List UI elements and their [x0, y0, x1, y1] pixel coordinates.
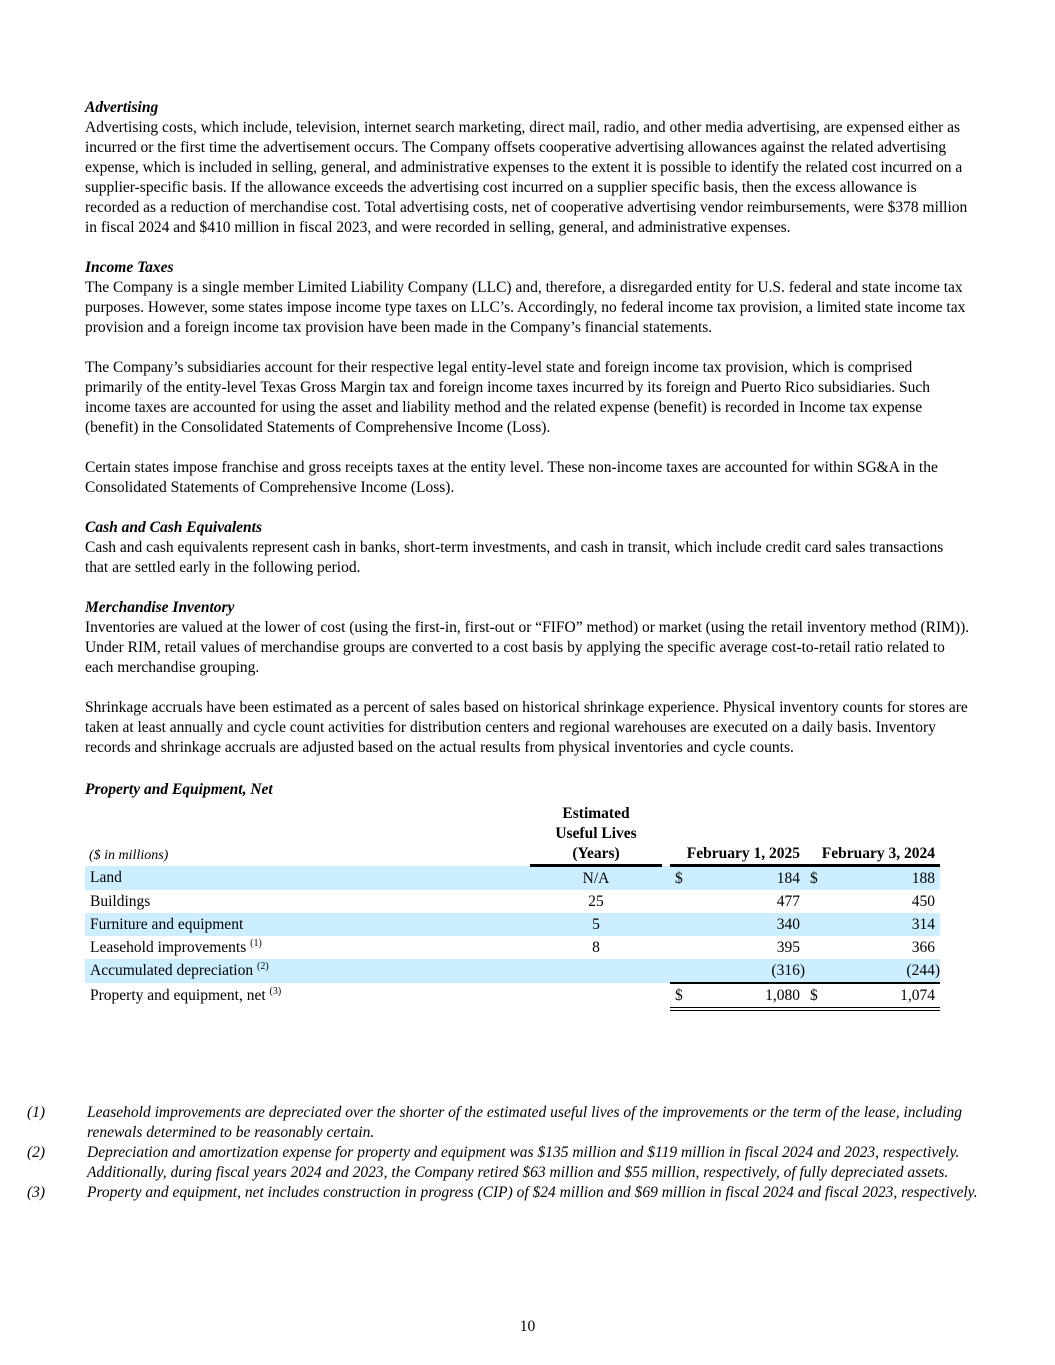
currency-symbol: $	[675, 986, 683, 1004]
footnotes	[25, 1103, 985, 1203]
table-row	[85, 890, 940, 913]
paragraph: Inventories are valued at the lower of cost (using the first-in, first-out or “FIFO” method) or market (using the retail inventory method (RIM)). Under RIM, retail values of merchandise groups are converted to a cost basis by applying the specific average cost-to-retail ratio related to each merchandise grouping.	[85, 619, 970, 676]
table-header-row	[85, 804, 940, 866]
useful-life-cell: N/A	[530, 866, 662, 891]
value-feb-2024: 450	[911, 892, 935, 910]
value-feb-2025: 395	[776, 938, 800, 956]
table-row	[85, 936, 940, 959]
table-row	[85, 983, 940, 1009]
document-body	[85, 98, 970, 1011]
footnote-ref: (2)	[256, 960, 269, 972]
section-advertising	[85, 98, 970, 238]
row-label: Buildings	[90, 892, 151, 910]
section-inventory	[85, 598, 970, 758]
value-feb-2025: $ 184	[670, 866, 805, 891]
value-feb-2024: 366	[911, 938, 935, 956]
row-label: Furniture and equipment	[85, 913, 530, 936]
ppe-table	[85, 804, 940, 1011]
value-feb-2024: $ 188	[805, 866, 940, 891]
page-number: 10	[519, 1318, 536, 1335]
useful-life-cell	[530, 983, 662, 1009]
paragraph: The Company is a single member Limited Liability Company (LLC) and, therefore, a disregarded entity for U.S. federal and state income tax purposes. However, some states impose income type taxes on LLC’s. Accordingly, no federal income tax provision, a limited state income tax provision and a foreign income tax provision have been made in the Company’s financial statements.	[85, 279, 966, 336]
useful-life-cell: 5	[530, 913, 662, 936]
row-label: Property and equipment, net $^{(3)}$	[90, 985, 282, 1004]
table-row	[85, 913, 940, 936]
section-heading: Cash and Cash Equivalents	[85, 519, 263, 536]
section-heading: Income Taxes	[85, 259, 174, 276]
footnote: (2) Depreciation and amortization expense for property and equipment was $135 million and $119 million in fiscal 2024 and 2023, respectively. Additionally, during fiscal years 2024 and 2023, the Company retired $63 million and $55 million, respectively, of fully depreciated assets.	[27, 1144, 960, 1181]
paragraph: Certain states impose franchise and gross receipts taxes at the entity level. These non-income taxes are accounted for within SG&A in the Consolidated Statements of Comprehensive Income (Loss).	[85, 459, 938, 496]
value-feb-2025: 340	[670, 913, 805, 936]
useful-life-cell: 25	[588, 892, 604, 910]
value-feb-2025: 477	[776, 892, 800, 910]
units-label: ($ in millions)	[89, 847, 169, 863]
section-heading: Advertising	[85, 99, 159, 116]
row-label: Land	[85, 866, 530, 891]
footnote-ref: (3)	[269, 985, 282, 997]
table-row	[85, 959, 940, 983]
header-useful-lives: Estimated Useful Lives (Years)	[530, 804, 662, 866]
useful-life-cell: 8	[592, 938, 600, 956]
currency-symbol: $	[675, 869, 683, 887]
useful-life-cell	[530, 959, 662, 983]
value-feb-2024: $ 1,074	[805, 983, 940, 1009]
paragraph: Cash and cash equivalents represent cash in banks, short-term investments, and cash in transit, which include credit card sales transactions that are settled early in the following period.	[85, 539, 944, 576]
paragraph: The Company’s subsidiaries account for their respective legal entity-level state and foreign income tax provision, which is comprised primarily of the entity-level Texas Gross Margin tax and foreign income taxes incurred by its foreign and Puerto Rico subsidiaries. Such income taxes are accounted for using the asset and liability method and the related expense (benefit) is recorded in Income tax expense (benefit) in the Consolidated Statements of Comprehensive Income (Loss).	[85, 359, 931, 436]
footnote-ref: (1)	[250, 937, 262, 949]
row-label: Leasehold improvements $^{(1)}$	[90, 937, 262, 956]
row-label: Accumulated depreciation $^{(2)}$	[85, 959, 530, 983]
value-feb-2025: $ 1,080	[670, 983, 805, 1009]
header-feb-2025: February 1, 2025	[670, 804, 805, 866]
value-feb-2024: 314	[805, 913, 940, 936]
footnote: (3) Property and equipment, net includes construction in progress (CIP) of $24 million and $69 million in fiscal 2024 and fiscal 2023, respectively.	[27, 1184, 978, 1201]
section-heading: Merchandise Inventory	[85, 599, 235, 616]
section-income-taxes	[85, 258, 970, 498]
table-title: Property and Equipment, Net	[85, 781, 273, 798]
paragraph: Advertising costs, which include, television, internet search marketing, direct mail, radio, and other media advertising, are expensed either as incurred or the first time the advertisement occurs. The Company offsets cooperative advertising allowances against the related advertising expense, which is included in selling, general, and administrative expenses to the extent it is possible to identify the related cost incurred on a supplier-specific basis. If the allowance exceeds the advertising cost incurred on a supplier specific basis, then the excess allowance is recorded as a reduction of merchandise cost. Total advertising costs, net of cooperative advertising vendor reimbursements, were $378 million in fiscal 2024 and $410 million in fiscal 2023, and were recorded in selling, general, and administrative expenses.	[85, 119, 968, 236]
currency-symbol: $	[810, 986, 818, 1004]
value-feb-2025: (316)	[670, 959, 805, 983]
value-feb-2024: (244)	[805, 959, 940, 983]
table-row	[85, 866, 940, 891]
section-cash	[85, 518, 970, 578]
footnote: (1) Leasehold improvements are depreciated over the shorter of the estimated useful lives of the improvements or the term of the lease, including renewals determined to be reasonably certain.	[27, 1104, 962, 1141]
paragraph: Shrinkage accruals have been estimated as a percent of sales based on historical shrinkage experience. Physical inventory counts for stores are taken at least annually and cycle count activities for distribution centers and regional warehouses are executed on a daily basis. Inventory records and shrinkage accruals are adjusted based on the actual results from physical inventories and cycle counts.	[85, 699, 968, 756]
currency-symbol: $	[810, 869, 818, 887]
header-feb-2024: February 3, 2024	[805, 804, 940, 866]
